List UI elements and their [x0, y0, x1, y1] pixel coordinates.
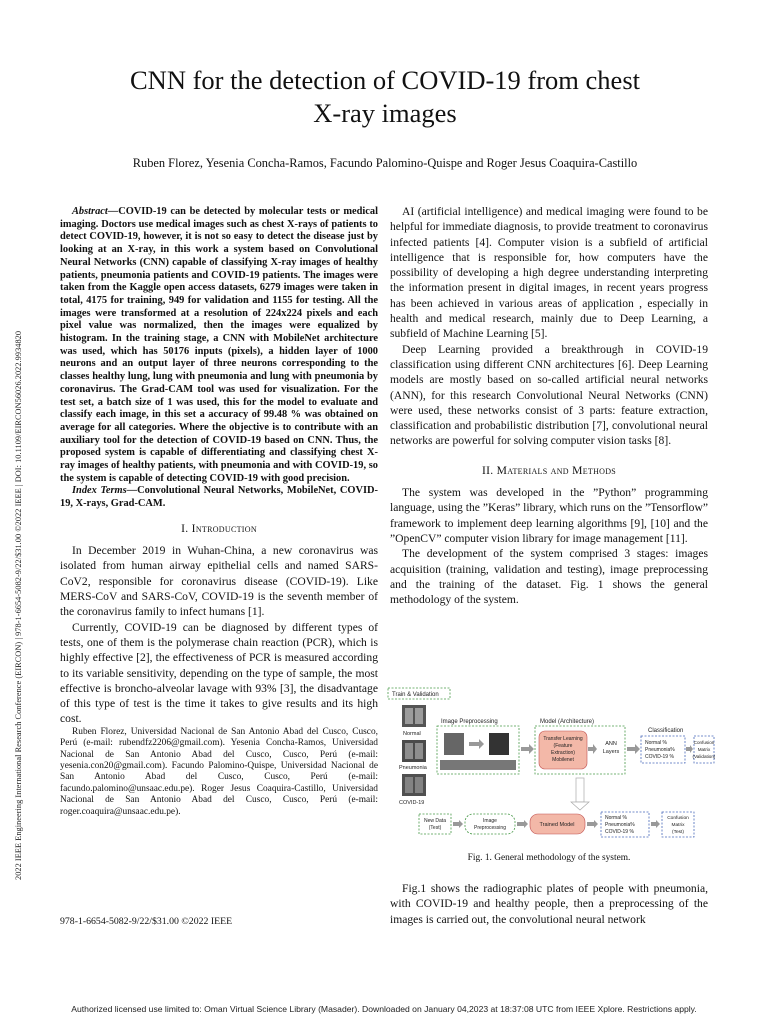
cls-pneumonia: Pneumonia%	[645, 747, 675, 753]
index-terms	[60, 485, 378, 510]
test-cls-covid: COVID-19 %	[605, 829, 634, 835]
abstract-text: —COVID-19 can be detected by molecular tests or medical imaging. Doctors use medical images such as chest X-rays of patients to detect COVID-19, however, it is not so easy to detect the disease just by looking at an X-ray, in this work a system based on Convolutional Neural Networks (CNN) capable of classifying X-ray images of healthy patients, pneumonia patients and COVID-19 patients. The images were taken from the Kaggle open access datasets, 6279 images were taken in total, 4175 for training, 949 for validation and 1155 for testing. All the images were transformed at a resolution of 224x224 pixels and each pixel value was normalized, then the images were equalized by histogram. In the training stage, a CNN with MobileNet architecture was used, which has 50176 inputs (pixels), a hidden layer of 1000 neurons and an output layer of three neurons corresponding to the classes healthy lung, lung with pneumonia and lung with pneumonia by coronavirus. The Grad-CAM tool was used for visualization. For the test set, a batch size of 1 was used, this for the model to evaluate and classify each image, in this set a accuracy of 99.48 % was obtained on average for all categories. Where the objective is to contribute with an auxiliary tool for the detection of COVID-19 based on CNN. Thus, the proposed system is capable of differentiating and classifying chest X-ray images of healthy patients, with pneumonia and with COVID-19, so the system is capable of detecting COVID-19 with good precision.	[60, 206, 378, 484]
transfer-learning-label-2: (Feature	[553, 743, 573, 749]
intro-paragraph-2: Currently, COVID-19 can be diagnosed by different types of tests, one of them is the polymerase chain reaction (PCR), which is highly effective [2], the effectiveness of PCR is measured according to its variable sensitivity, depending on the type of sample, the most effective is broncho-alveolar lavage with 93% [3], the disadvantage of this type of test is the time it takes to give results and its high cost.	[60, 620, 378, 726]
image-preprocessing-box	[465, 814, 515, 834]
license-notice: Authorized licensed use limited to: Oman Virtual Science Library (Masader). Downloaded on January 04,2023 at 18:37:08 UTC from IEEE Xplore. Restrictions apply.	[71, 1004, 697, 1014]
transfer-learning-label-4: Mobilenet	[552, 757, 574, 763]
arrow-right-icon	[651, 820, 660, 828]
cls-covid: COVID-19 %	[645, 754, 674, 760]
copyright-line: 978-1-6654-5082-9/22/$31.00 ©2022 IEEE	[60, 916, 233, 927]
section-heading-introduction	[60, 521, 378, 536]
section-heading-methods	[390, 463, 708, 478]
section-number: I.	[181, 521, 189, 535]
methods-paragraph-2: The development of the system comprised 3 stages: images acquisition (training, validation and testing), image preprocessing and the training of the dataset. Fig. 1 shows the general methodology of the system.	[390, 547, 708, 607]
transfer-learning-label-1: Transfer Learning	[543, 736, 583, 742]
arrow-right-icon	[521, 744, 534, 754]
figure-caption: Fig. 1. General methodology of the system.	[467, 853, 631, 863]
abstract	[60, 206, 378, 485]
img-pre-label-1: Image	[483, 818, 497, 824]
new-data-label-2: (Test)	[428, 825, 442, 831]
section-title: Introduction	[191, 521, 257, 535]
side-doi-note	[14, 180, 26, 880]
author-affiliations-footnote: Ruben Florez, Universidad Nacional de San Antonio Abad del Cusco, Cusco, Perú (e-mail: rubendfz2206@gmail.com). Yesenia Concha-Ramos, Universidad Nacional de San Antonio Abad del Cusco, Cusco, Perú (e-mail: yesenia.con20@gmail.com). Facundo Palomino-Quispe, Universidad Nacional de San Antonio Abad del Cusco, Cusco, Perú (e-mail: facundo.palomino@unsaac.edu.pe). Roger Jesus Coaquira-Castillo, Universidad Nacional de San Antonio Abad del Cusco, Cusco, Perú (e-mail: roger.coaquira@unsaac.edu.pe).	[60, 726, 378, 817]
index-terms-text: —Convolutional Neural Networks, MobileNet, COVID-19, X-rays, Grad-CAM.	[60, 485, 378, 510]
new-data-box	[419, 814, 451, 834]
title-line-2: X-ray images	[313, 98, 457, 128]
arrow-right-icon	[627, 744, 640, 754]
section-number: II.	[481, 463, 494, 477]
trained-model-label: Trained Model	[539, 822, 575, 828]
test-cls-normal: Normal %	[605, 815, 627, 821]
author-list: Ruben Florez, Yesenia Concha-Ramos, Facundo Palomino-Quispe and Roger Jesus Coaquira-Castillo	[132, 156, 638, 170]
cm-test-label-3: (Test)	[672, 830, 684, 835]
section-title: Materials and Methods	[496, 463, 617, 477]
cm-label-validation: (Validation)	[692, 754, 715, 759]
cm-label-2: Matrix	[697, 747, 711, 752]
title-line-1: CNN for the detection of COVID-19 from chest	[130, 65, 640, 95]
arrow-right-icon	[587, 820, 598, 828]
cls-normal: Normal %	[645, 740, 667, 746]
ann-label-1: ANN	[605, 741, 617, 747]
train-validation-label: Train & Validation	[392, 692, 439, 698]
class-covid-label: COVID-19	[399, 800, 425, 806]
arrow-right-icon	[517, 820, 528, 828]
img-pre-label-2: Preprocessing	[474, 825, 506, 831]
model-architecture-title: Model (Architecture)	[540, 719, 595, 725]
test-cls-pneumonia: Pneumonia%	[605, 822, 635, 828]
left-column	[60, 206, 378, 818]
cm-test-label-1: Confusion	[667, 816, 689, 821]
class-pneumonia-label: Pneumonia	[399, 765, 427, 771]
preprocessing-xray-1	[444, 733, 464, 755]
arrow-down-icon	[576, 778, 584, 802]
arrow-right-icon	[588, 744, 597, 754]
right-paragraph-2: Deep Learning provided a breakthrough in COVID-19 classification using different CNN architectures [6]. Deep Learning models are mostly based on so-called artificial neural networks (ANN), for this research Convolutional Neural Networks (CNN) were used, these networks consist of 3 parts: feature extraction, classification and probabilistic distribution [7], convolutional neural networks are powerful for solving computer vision tasks [8].	[390, 342, 708, 448]
transfer-learning-label-3: Extraction)	[551, 750, 575, 756]
cm-test-label-2: Matrix	[671, 823, 685, 828]
ann-label-2: Layers	[602, 749, 620, 755]
side-note-text: 2022 IEEE Engineering International Research Conference (EIRCON) | 978-1-6654-5082-9/22/$31.00 ©2022 IEEE | DOI: 10.1109/EIRCON56026.2022.9934820	[14, 330, 23, 880]
methods-paragraph-1: The system was developed in the ”Python” programming language, using the ”Keras” library, which runs on the ”Tensorflow” framework to implement deep learning algorithms [9], [10] and the ”OpenCV” computer vision library for image management [11].	[390, 486, 708, 545]
right-column	[390, 204, 708, 607]
image-preprocessing-title: Image Preprocessing	[441, 719, 498, 725]
paper-title	[60, 64, 710, 130]
preprocessing-strip	[440, 760, 516, 770]
arrow-right-icon	[453, 820, 463, 828]
preprocessing-xray-2	[489, 733, 509, 755]
index-terms-label: Index Terms	[72, 485, 127, 497]
arrow-right-icon	[686, 745, 693, 753]
cm-label-1: Confusion	[693, 740, 715, 745]
post-figure-paragraph	[390, 881, 708, 927]
abstract-label: Abstract	[72, 206, 108, 217]
right-paragraph-1: AI (artificial intelligence) and medical imaging were found to be helpful for immediate diagnosis, to provide treatment to coronavirus infected patients [4]. Computer vision is a subfield of artificial intelligence that is responsible for, how computers have the possibility of developing a high degree understanding interpreting the information present in digital images, in recent years progress has been achieved in various areas of application , especially in health and medical research, mainly due to Deep Learning, a subfield of Machine Learning [5].	[390, 205, 708, 341]
post-figure-text: Fig.1 shows the radiographic plates of people with pneumonia, with COVID-19 and healthy people, then a preprocessing of the images is carried out, the convolutional neural network	[390, 882, 708, 926]
intro-paragraph-1: In December 2019 in Wuhan-China, a new coronavirus was isolated from human airway epithelial cells and named SARS-CoV2, responsible for coronavirus disease (COVID-19). Like MERS-CoV and SARS-CoV, COVID-19 is the seventh member of the coronavirus family to infect humans [1].	[60, 544, 378, 619]
methodology-figure	[385, 683, 715, 843]
classification-title: Classification	[648, 728, 684, 734]
class-normal-label: Normal	[403, 731, 421, 737]
new-data-label-1: New Data	[424, 818, 446, 824]
arrow-right-icon	[469, 739, 484, 749]
